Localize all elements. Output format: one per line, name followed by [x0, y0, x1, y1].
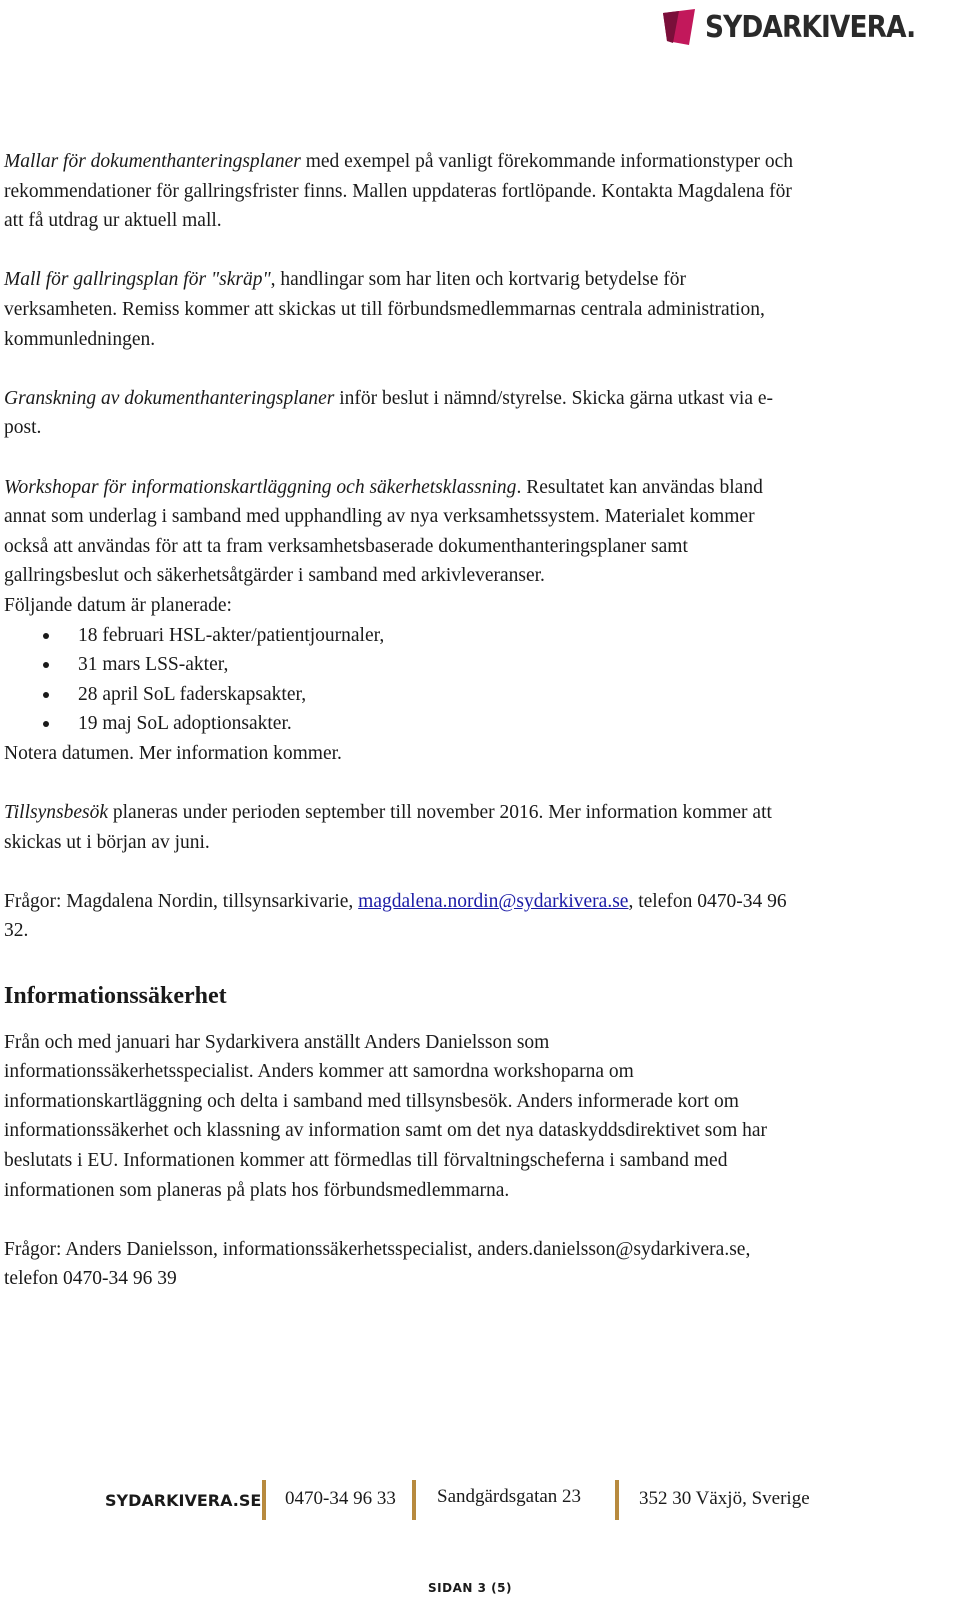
logo-mark-icon [659, 7, 699, 47]
list-item: 19 maj SoL adoptionsakter. [4, 709, 794, 739]
paragraph-questions-magdalena: Frågor: Magdalena Nordin, tillsynsarkivarie, magdalena.nordin@sydarkivera.se, telefon 0470-34 96 32. [4, 890, 787, 942]
logo-text: SYDARKIVERA. [705, 9, 916, 45]
footer-divider [615, 1480, 619, 1520]
section-heading: Informationssäkerhet [4, 982, 227, 1009]
footer-website: SYDARKIVERA.SE [105, 1491, 262, 1510]
page-footer [0, 1478, 960, 1522]
paragraph-questions-anders: Frågor: Anders Danielsson, informationssäkerhetsspecialist, anders.danielsson@sydarkivera.se, telefon 0470-34 96 39 [4, 1238, 751, 1290]
paragraph-junk-plan: Mall för gallringsplan för "skräp", handlingar som har liten och kortvarig betydelse för verksamheten. Remiss kommer att skickas ut till förbundsmedlemmarnas centrala administration, kommunledningen. [4, 269, 765, 350]
list-item: 18 februari HSL-akter/patientjournaler, [4, 621, 794, 651]
dates-note: Notera datumen. Mer information kommer. [4, 742, 342, 764]
dates-intro: Följande datum är planerade: [4, 594, 232, 616]
paragraph-workshops: Workshopar för informationskartläggning och säkerhetsklassning. Resultatet kan användas bland annat som underlag i samband med upphandling av nya verksamhetssystem. Materialet kommer också att användas för att ta fram verksamhetsbaserade dokumenthanteringsplaner samt gallringsbeslut och säkerhetsåtgärder i samband med arkivleveranser. [4, 476, 763, 587]
paragraph-review: Granskning av dokumenthanteringsplaner inför beslut i nämnd/styrelse. Skicka gärna utkast via e-post. [4, 387, 774, 439]
list-item: 28 april SoL faderskapsakter, [4, 680, 794, 710]
footer-divider [412, 1480, 416, 1520]
page-number: SIDAN 3 (5) [428, 1581, 512, 1595]
paragraph-security: Från och med januari har Sydarkivera anställt Anders Danielsson som informationssäkerhetsspecialist. Anders kommer att samordna workshoparna om informationskartläggning och delta i samband med tillsynsbesök. Anders informerade kort om informationssäkerhet och klassning av information samt om det nya dataskyddsdirektivet som har beslutats i EU. Informationen kommer att förmedlas till förvaltningscheferna i samband med informationen som planeras på plats hos förbundsmedlemmarna. [4, 1031, 768, 1201]
dates-list [4, 621, 794, 739]
email-link[interactable]: magdalena.nordin@sydarkivera.se [358, 890, 629, 912]
paragraph-inspection: Tillsynsbesök planeras under perioden september till november 2016. Mer information kommer att skickas ut i början av juni. [4, 802, 772, 853]
footer-divider [262, 1480, 266, 1520]
sydarkivera-logo [659, 6, 944, 48]
footer-phone: 0470-34 96 33 [285, 1488, 396, 1509]
footer-city: 352 30 Växjö, Sverige [639, 1488, 810, 1509]
footer-street: Sandgärdsgatan 23 [437, 1486, 582, 1507]
newsletter-content [4, 147, 794, 1324]
paragraph-templates: Mallar för dokumenthanteringsplaner med exempel på vanligt förekommande informationstyper och rekommendationer för gallringsfrister finns. Mallen uppdateras fortlöpande. Kontakta Magdalena för att få utdrag ur aktuell mall. [4, 151, 794, 232]
list-item: 31 mars LSS-akter, [4, 650, 794, 680]
